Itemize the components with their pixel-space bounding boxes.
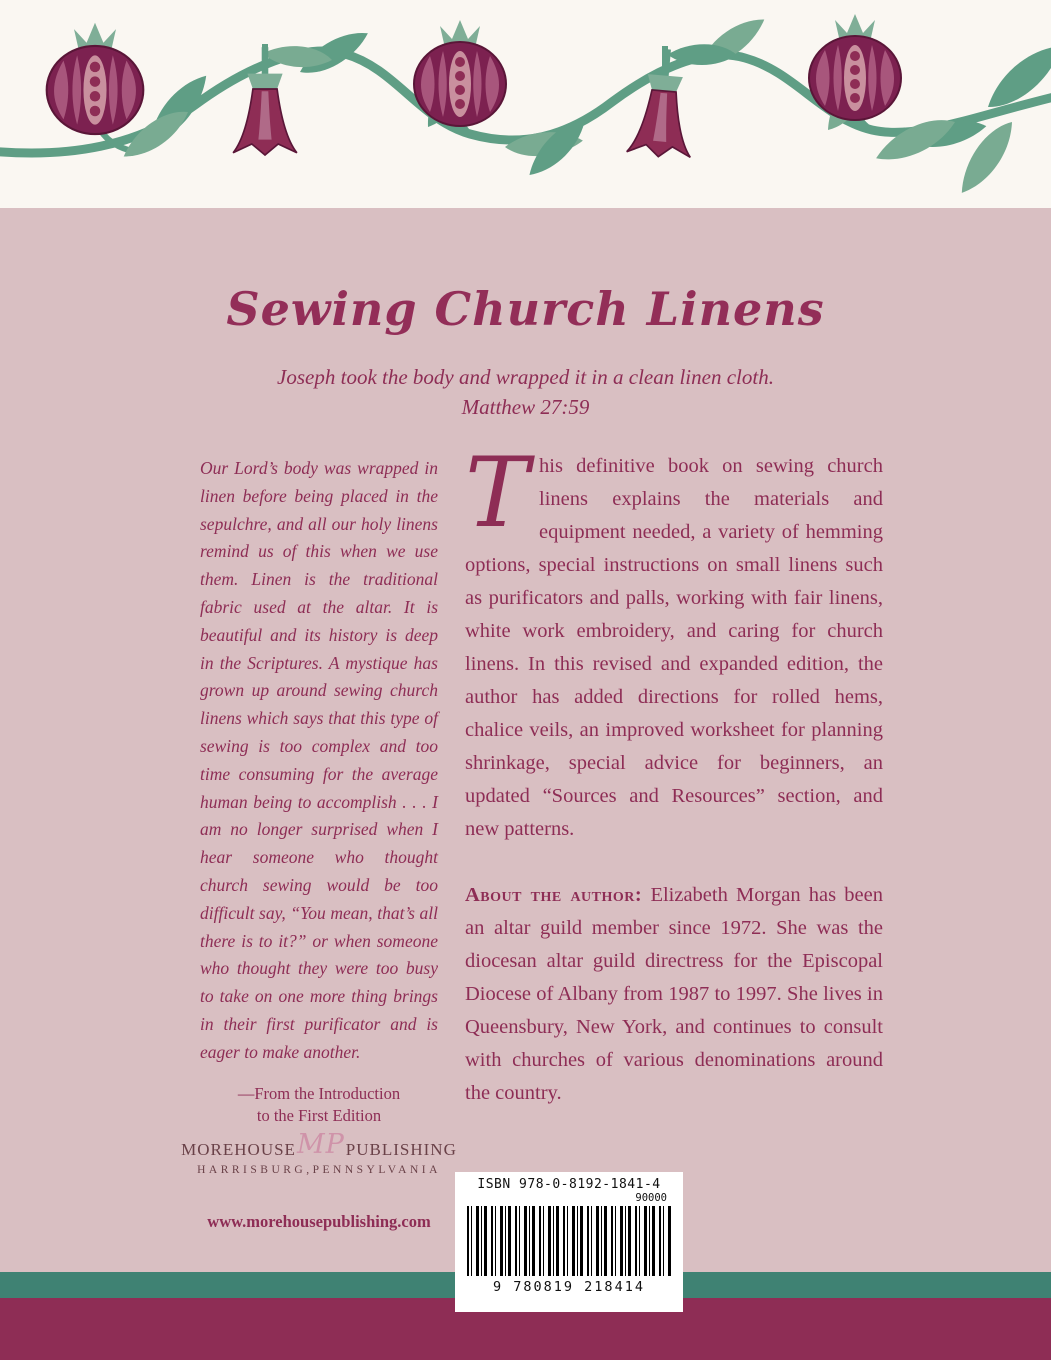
- book-description-text: his definitive book on sewing church linens explains the materials and equipment needed, a variety of hemming options, special instructions on small linens such as purificators and palls, working with fair linens, white work embroidery, and caring for church linens. In this revised and expanded edition, the author has added directions for rolled hems, chalice veils, an improved worksheet for planning shrinkage, special advice for beginners, an updated “Sources and Resources” section, and new patterns.: [465, 455, 883, 840]
- about-author-text: Elizabeth Morgan has been an altar guild member since 1972. She was the diocesan altar guild directress for the Episcopal Diocese of Albany from 1987 to 1997. She lives in Queensbury, New York, and continues to consult with churches of various denominations around the country.: [465, 884, 884, 1104]
- introduction-quote: Our Lord’s body was wrapped in linen before being placed in the sepulchre, and all our holy linens remind us of this when we use them. Linen is the traditional fabric used at the altar. It is beautiful and its history is deep in the Scriptures. A mystique has grown up around sewing church linens which says that this type of sewing is too complex and too time consuming for the average human being to accomplish . . . I am no longer surprised when I hear someone who thought church sewing would be too difficult say, “You mean, that’s all there is to it?” or when someone who thought they were too busy to take on one more thing brings in their first purificator and is eager to make another.: [200, 458, 438, 1062]
- barcode-bars: [467, 1206, 671, 1276]
- publisher-block: [181, 1129, 457, 1176]
- left-column: [200, 455, 438, 1127]
- right-column: [465, 437, 884, 1110]
- decorative-border-band: [0, 0, 1051, 208]
- barcode-number: 9 780819 218414: [493, 1279, 645, 1295]
- attribution-line1: —From the Introduction: [237, 1083, 401, 1103]
- barcode-block: [455, 1172, 683, 1312]
- publisher-location: HARRISBURG,PENNSYLVANIA: [197, 1164, 441, 1176]
- book-title: Sewing Church Linens: [226, 282, 825, 336]
- isbn-text: ISBN 978-0-8192-1841-4: [477, 1177, 661, 1192]
- dropcap-T: T: [465, 437, 530, 549]
- barcode-price-code: 90000: [635, 1192, 667, 1204]
- book-description: [465, 437, 883, 846]
- about-author-label: About the author:: [465, 884, 643, 906]
- epigraph: [0, 362, 1051, 422]
- publisher-name-right: PUBLISHING: [345, 1140, 457, 1159]
- pomegranate-border-illustration: [0, 0, 1051, 208]
- quote-attribution: [200, 1083, 438, 1127]
- publisher-name-left: MOREHOUSE: [181, 1140, 296, 1159]
- epigraph-line2: Matthew 27:59: [461, 395, 590, 419]
- attribution-line2: to the First Edition: [256, 1105, 382, 1125]
- publisher-name: [181, 1129, 457, 1160]
- about-author: [465, 879, 883, 1110]
- epigraph-line1: Joseph took the body and wrapped it in a clean linen cloth.: [277, 365, 774, 389]
- publisher-monogram-icon: MP: [296, 1129, 345, 1160]
- publisher-website: www.morehousepublishing.com: [207, 1212, 431, 1231]
